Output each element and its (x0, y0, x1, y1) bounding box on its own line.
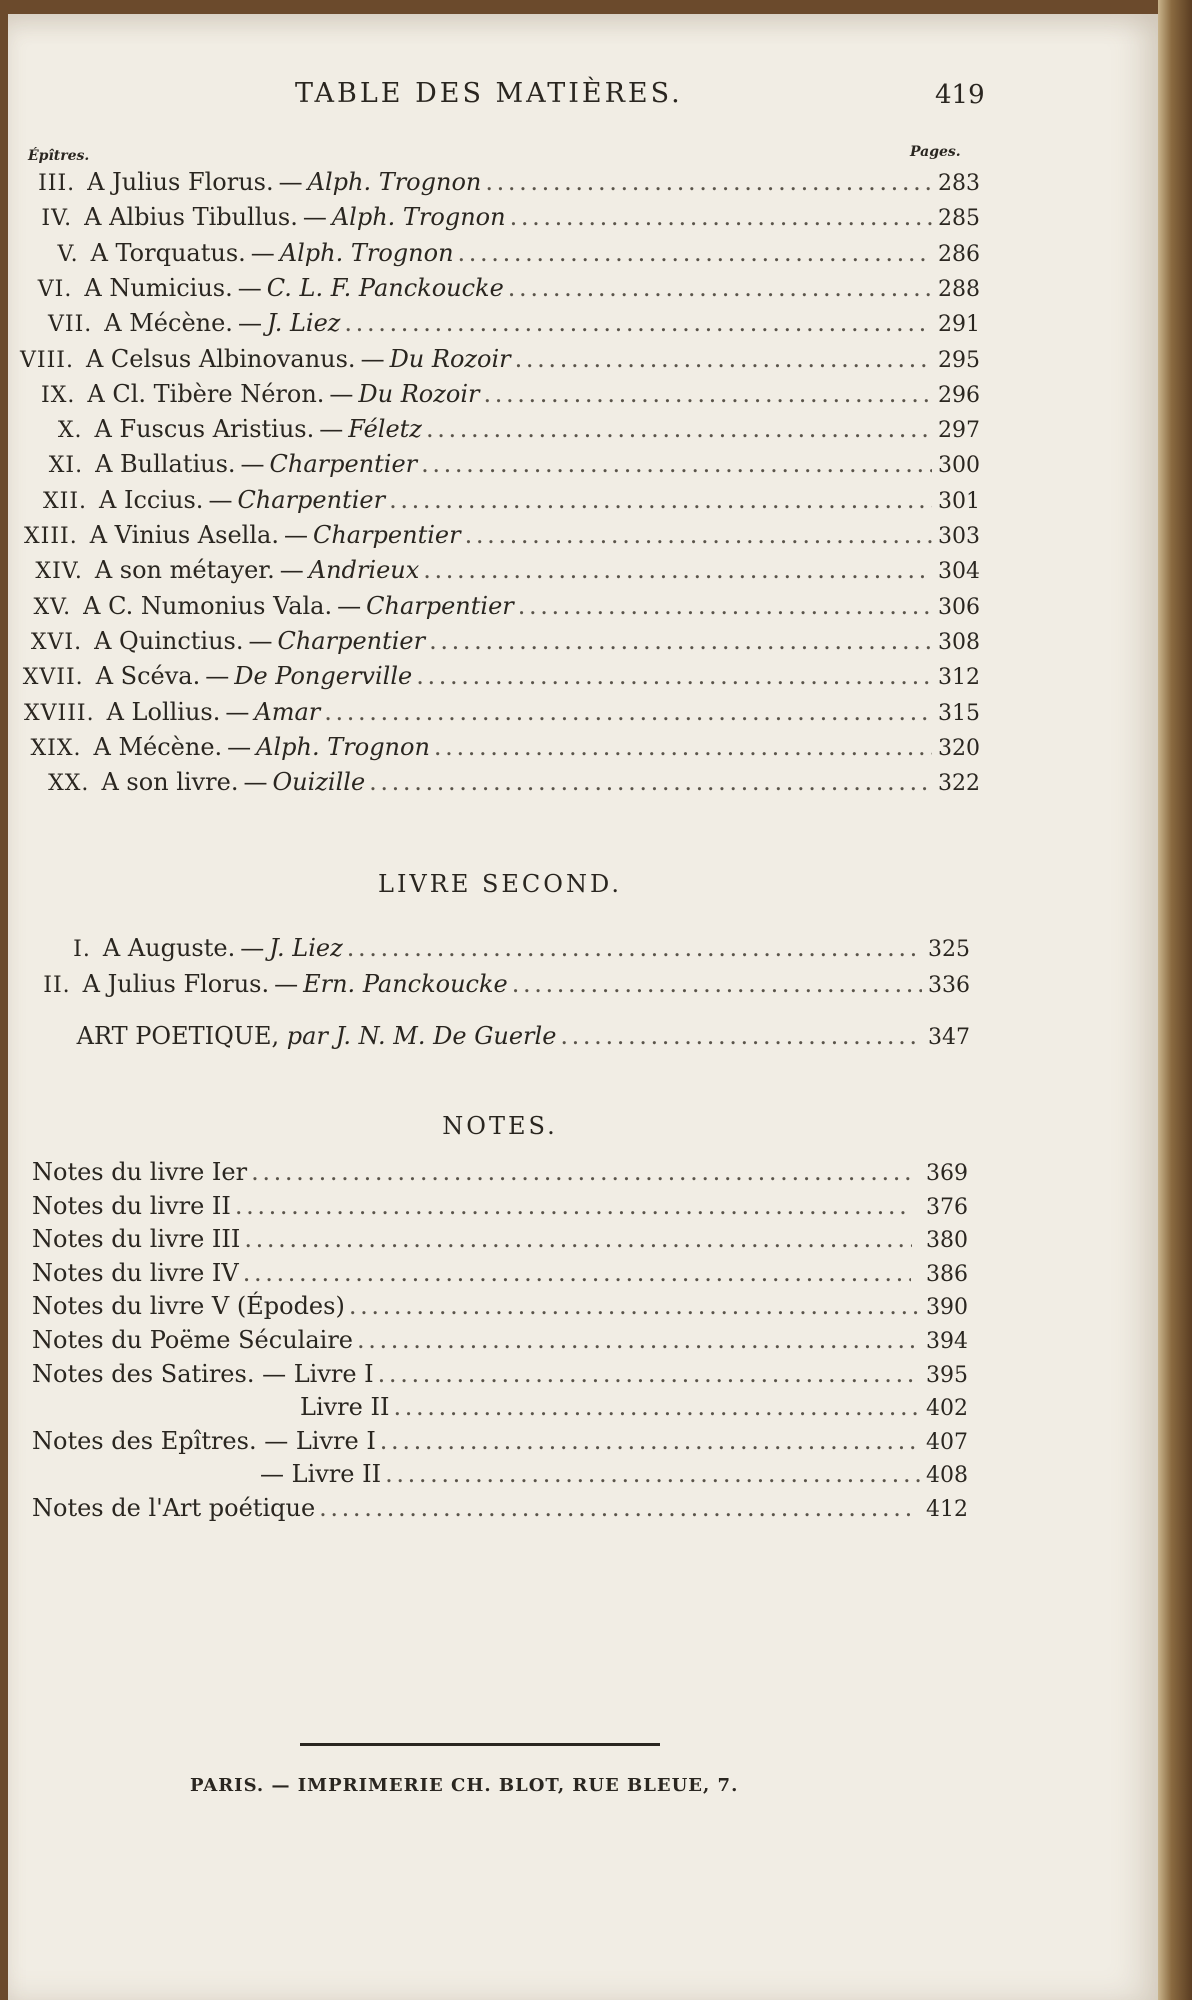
dot-leader (465, 521, 932, 549)
entry-page-number: 408 (926, 1463, 968, 1489)
column-label-pages: Pages. (910, 144, 961, 160)
entry-page-number: 288 (938, 276, 980, 302)
entry-author: Charpentier (366, 591, 514, 620)
entry-author: Charpentier (277, 626, 426, 655)
entry-dash: — (248, 626, 273, 655)
epitre-entry (20, 415, 980, 449)
dot-leader (347, 934, 921, 962)
dot-leader (560, 1022, 922, 1050)
entry-number: I. (73, 937, 91, 962)
epitre-entry (20, 203, 980, 237)
entry-author: Alph. Trognon (279, 238, 454, 267)
entry-dash: — (237, 309, 262, 338)
dot-leader (484, 380, 933, 408)
dot-leader (434, 733, 932, 761)
epitre-entry (20, 274, 980, 308)
entry-page-number: 300 (938, 453, 980, 479)
entry-dash: — (283, 521, 308, 549)
entry-title: A Mécène. (104, 309, 233, 338)
entry-title: A Mécène. (93, 732, 223, 761)
entry-dash: — (225, 697, 250, 726)
entry-number: XIV. (35, 559, 83, 585)
entry-author: Du Rozoir (389, 344, 511, 373)
entry-dash: — (205, 662, 230, 691)
epitre-entry (20, 592, 980, 626)
entry-dash: — (240, 450, 265, 479)
entry-title: A son livre. (101, 768, 239, 797)
entry-page-number: 315 (938, 700, 981, 726)
entry-page-number: 312 (938, 665, 980, 691)
dot-leader (510, 203, 932, 231)
dot-leader (389, 486, 932, 514)
entry-author: Charpentier (237, 485, 386, 514)
epitre-entry (20, 168, 980, 202)
entry-title: A Numicius. (84, 273, 233, 302)
art-poetique-entry (20, 1022, 970, 1056)
entry-author: J. Liez (269, 934, 343, 962)
entry-title: Livre II (300, 1393, 390, 1422)
running-head (0, 78, 1192, 118)
entry-page-number: 296 (938, 382, 980, 408)
entry-dash: — (279, 556, 304, 585)
dot-leader (357, 1326, 919, 1354)
entry-number: X. (57, 418, 83, 444)
entry-dash: — (360, 344, 385, 373)
entry-number: IV. (41, 206, 73, 232)
book-edge (1158, 0, 1192, 2000)
entry-title: Notes des Epîtres. — Livre I (32, 1426, 376, 1455)
epitre-entry (20, 380, 980, 414)
dot-leader (518, 592, 932, 620)
dot-leader (243, 1259, 912, 1287)
notes-entry (300, 1393, 968, 1427)
dot-leader (324, 698, 928, 726)
notes-entry (32, 1158, 968, 1192)
entry-dash: — (278, 168, 303, 196)
dot-leader (369, 768, 931, 796)
entry-title: A Lollius. (106, 697, 221, 726)
entry-page-number: 301 (938, 488, 980, 514)
entry-number: XVIII. (23, 700, 95, 726)
entry-page-number: 407 (926, 1429, 968, 1455)
page-title: TABLE DES MATIÈRES. (295, 78, 683, 109)
dot-leader (429, 627, 932, 655)
dot-leader (349, 1292, 919, 1320)
entry-page-number: 286 (938, 241, 980, 267)
entry-dash: — (237, 273, 262, 302)
epitre-entry (20, 486, 980, 520)
entry-author: Alph. Trognon (307, 168, 482, 196)
entry-number: XX. (48, 771, 90, 797)
epitre-entry (20, 768, 980, 802)
notes-entry (32, 1259, 968, 1293)
entry-author: De Pongerville (234, 662, 413, 691)
entry-dash: — (250, 238, 275, 267)
entry-author: Du Rozoir (358, 379, 480, 408)
entry-number: VI. (37, 276, 73, 302)
livre-second-entry (20, 934, 970, 968)
entry-number: III. (38, 171, 76, 196)
entry-number: VIII. (20, 347, 74, 373)
entry-number: XIII. (23, 524, 78, 549)
entry-dash: — (208, 485, 233, 514)
entry-title: Notes du livre III (32, 1225, 241, 1254)
notes-entry (32, 1360, 968, 1394)
dot-leader (426, 415, 932, 443)
dot-leader (378, 1360, 920, 1388)
entry-title: Notes du livre IV (32, 1258, 239, 1287)
entry-author: Ern. Panckoucke (303, 970, 508, 998)
entry-dash: — (227, 732, 252, 761)
entry-number: V. (57, 241, 79, 267)
dot-leader (319, 1494, 917, 1522)
entry-number: XV. (33, 594, 72, 620)
entry-page-number: 376 (926, 1194, 968, 1220)
notes-entry (32, 1326, 968, 1360)
entry-title: A Vinius Asella. (89, 521, 279, 549)
entry-author: Alph. Trognon (256, 732, 430, 761)
livre-second-entry (20, 970, 970, 1004)
epitre-entry (20, 521, 980, 555)
entry-dash: — (302, 203, 327, 232)
entry-author: Ouizille (272, 768, 366, 797)
entry-title: A Auguste. (102, 934, 236, 962)
entry-title: A Julius Florus. (82, 970, 270, 998)
entry-title: A Fuscus Aristius. (94, 415, 315, 444)
livre-second-heading: LIVRE SECOND. (378, 870, 622, 898)
entry-page-number: 308 (938, 629, 980, 655)
epitre-entry (20, 345, 980, 379)
entry-title: A Iccius. (99, 485, 204, 514)
entry-number: XI. (48, 453, 84, 479)
entry-page-number: 395 (926, 1362, 968, 1388)
epitre-entry (20, 733, 980, 767)
entry-title: A Quinctius. (94, 626, 244, 655)
dot-leader (244, 1225, 911, 1253)
entry-title: A Albius Tibullus. (84, 203, 298, 232)
entry-title: A Bullatius. (95, 450, 236, 479)
dot-leader (380, 1427, 920, 1455)
entry-page-number: 297 (938, 418, 980, 444)
entry-title: A Celsus Albinovanus. (85, 344, 356, 373)
notes-entry (260, 1460, 968, 1494)
entry-page-number: 303 (938, 524, 980, 549)
entry-title: Notes de l'Art poétique (32, 1494, 316, 1522)
dot-leader (421, 450, 932, 478)
entry-dash: — (337, 591, 362, 620)
entry-title: A Julius Florus. (87, 168, 274, 196)
entry-page-number: 390 (926, 1295, 968, 1321)
entry-title: ART POETIQUE, (76, 1022, 280, 1050)
dot-leader (458, 239, 932, 267)
entry-title: A C. Numonius Vala. (83, 591, 333, 620)
entry-page-number: 402 (926, 1396, 968, 1422)
entry-title: Notes du livre Ier (32, 1158, 248, 1186)
dot-leader (423, 556, 932, 584)
dot-leader (416, 662, 932, 690)
epitre-entry (20, 239, 980, 273)
entry-title: A son métayer. (94, 556, 275, 585)
entry-title: — Livre II (260, 1460, 382, 1489)
entry-page-number: 336 (928, 973, 970, 998)
entry-page-number: 320 (938, 735, 980, 761)
page-number: 419 (935, 80, 985, 110)
entry-number: XIX. (30, 735, 82, 761)
dot-leader (385, 1460, 920, 1488)
epitre-entry (20, 662, 980, 696)
entry-dash: — (319, 415, 344, 444)
entry-number: II. (43, 973, 71, 998)
entry-page-number: 386 (926, 1261, 968, 1287)
entry-page-number: 283 (938, 171, 980, 196)
column-label-epitres: Épîtres. (28, 148, 90, 164)
entry-page-number: 347 (928, 1025, 970, 1050)
entry-title: A Cl. Tibère Néron. (87, 379, 325, 408)
dot-leader (485, 168, 932, 196)
entry-title: A Torquatus. (90, 238, 246, 267)
entry-dash: — (329, 379, 354, 408)
entry-number: VII. (48, 312, 93, 338)
entry-title: Notes du livre V (Épodes) (32, 1292, 345, 1321)
entry-page-number: 412 (926, 1497, 968, 1522)
entry-title: Notes du Poëme Séculaire (32, 1326, 353, 1354)
imprint-line: PARIS. — IMPRIMERIE CH. BLOT, RUE BLEUE, 7. (190, 1775, 739, 1796)
entry-page-number: 306 (938, 594, 980, 620)
notes-entry (32, 1494, 968, 1528)
entry-author: C. L. F. Panckoucke (266, 273, 504, 302)
epitre-entry (20, 309, 980, 343)
entry-author: Charpentier (312, 521, 461, 549)
entry-number: XVI. (30, 629, 83, 655)
notes-entry (32, 1292, 968, 1326)
notes-entry (32, 1192, 968, 1226)
entry-title: Notes du livre II (32, 1191, 231, 1220)
dot-leader (512, 970, 922, 998)
dot-leader (515, 345, 932, 373)
entry-author: par J. N. M. De Guerle (286, 1022, 557, 1050)
entry-page-number: 380 (926, 1228, 968, 1254)
dot-leader (344, 309, 929, 337)
entry-number: XII. (42, 488, 88, 514)
entry-author: Charpentier (269, 450, 418, 479)
epitre-entry (20, 698, 980, 732)
entry-page-number: 291 (938, 312, 980, 338)
epitre-entry (20, 556, 980, 590)
entry-page-number: 369 (926, 1161, 968, 1186)
entry-page-number: 322 (938, 771, 981, 797)
entry-page-number: 394 (926, 1329, 968, 1354)
imprint-rule (300, 1743, 660, 1746)
entry-author: Andrieux (308, 556, 420, 585)
entry-number: XVII. (22, 665, 84, 691)
entry-author: J. Liez (266, 309, 341, 338)
entry-dash: — (274, 970, 299, 998)
epitre-entry (20, 627, 980, 661)
entry-number: IX. (41, 382, 76, 408)
dot-leader (508, 274, 932, 302)
notes-entry (32, 1427, 968, 1461)
entry-page-number: 285 (938, 206, 980, 232)
dot-leader (251, 1158, 912, 1186)
entry-page-number: 325 (928, 937, 970, 962)
notes-entry (32, 1225, 968, 1259)
entry-dash: — (240, 934, 265, 962)
entry-author: Alph. Trognon (331, 203, 506, 232)
epitre-entry (20, 450, 980, 484)
dot-leader (393, 1393, 920, 1421)
entry-page-number: 304 (938, 559, 980, 585)
entry-title: Notes des Satires. — Livre I (32, 1359, 374, 1388)
dot-leader (235, 1192, 911, 1220)
notes-heading: NOTES. (442, 1112, 558, 1140)
entry-page-number: 295 (938, 347, 980, 373)
entry-title: A Scéva. (95, 662, 201, 691)
entry-dash: — (243, 768, 268, 797)
entry-author: Féletz (348, 415, 422, 444)
entry-author: Amar (254, 697, 321, 726)
